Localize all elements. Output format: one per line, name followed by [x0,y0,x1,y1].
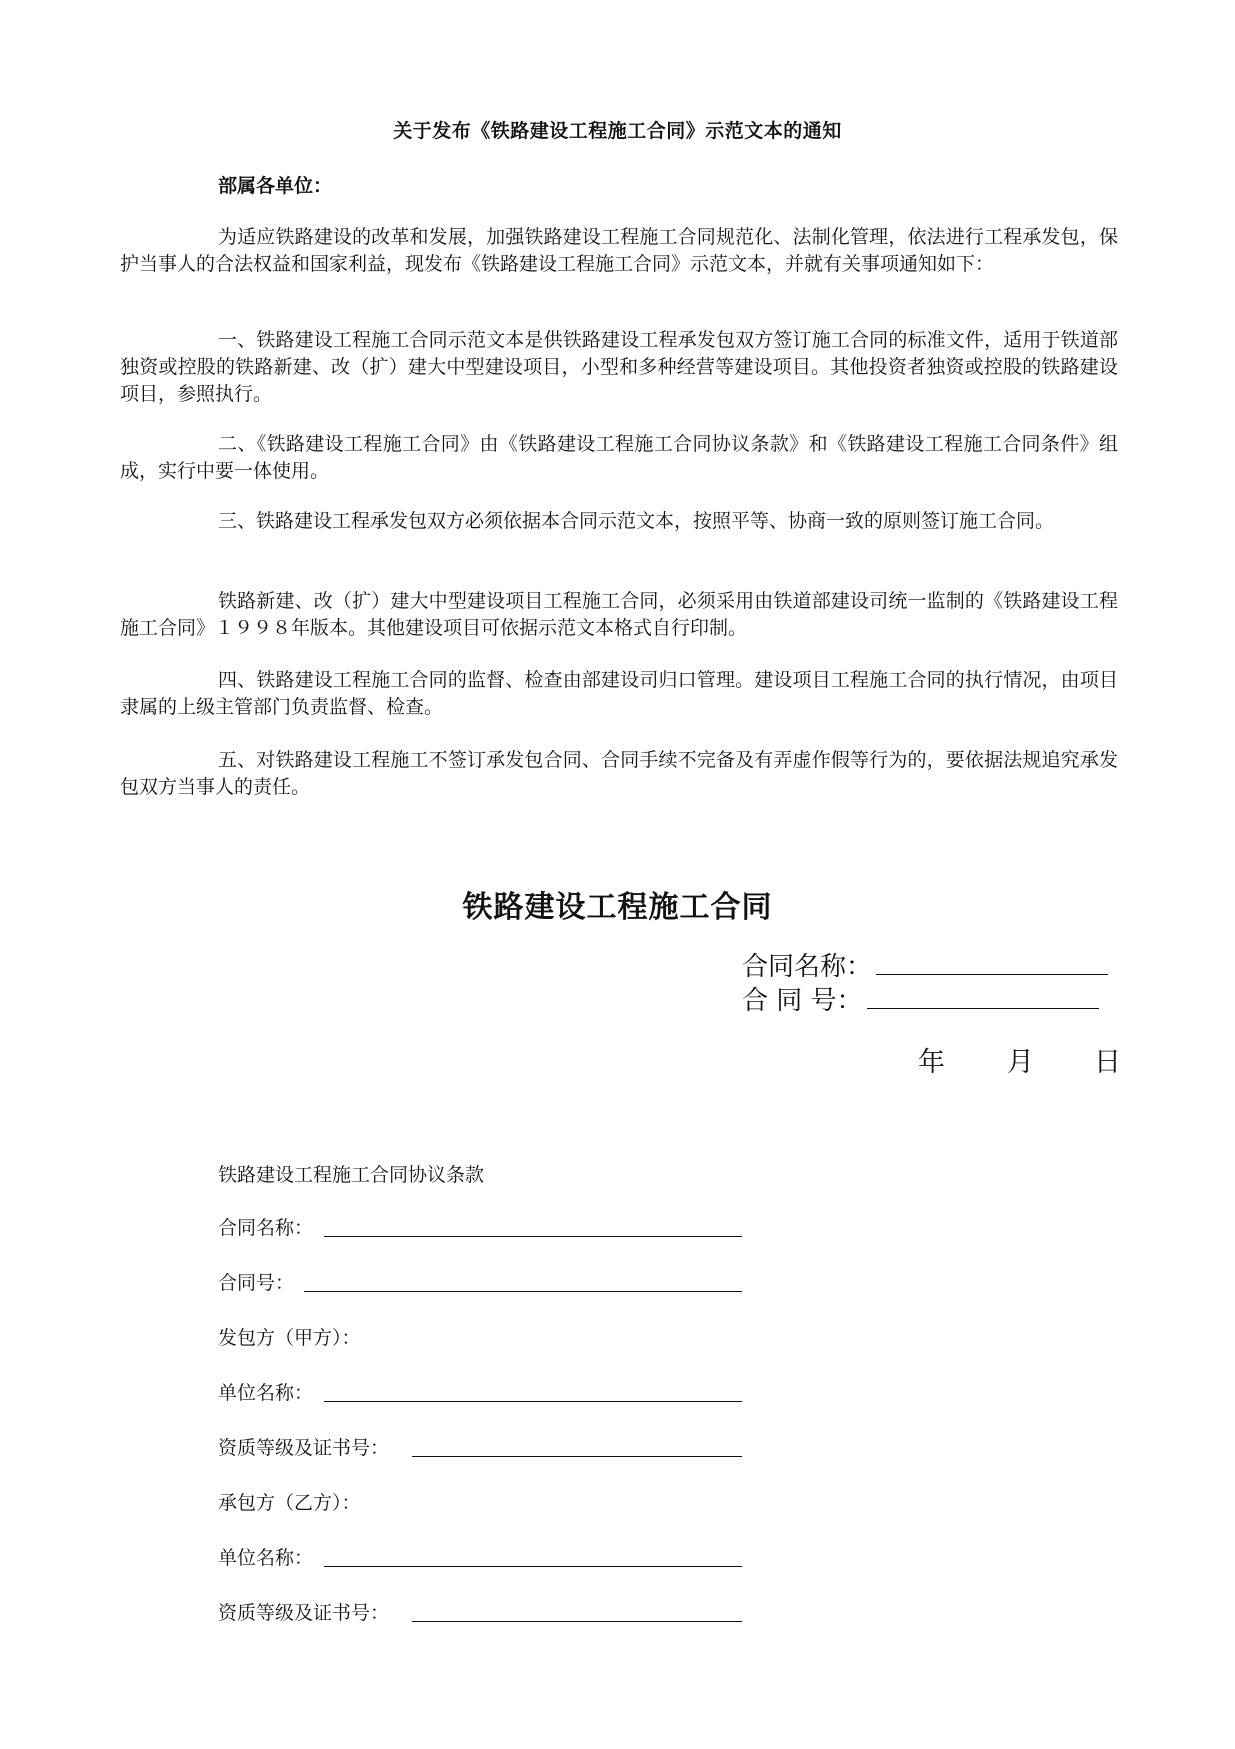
field-label: 单位名称： [218,1547,314,1569]
contract-title: 铁路建设工程施工合同 [462,890,773,925]
contract-number-label: 合 同 号： [742,986,863,1016]
contract-number-blank[interactable] [867,988,1099,1009]
notice-paragraph-3b: 铁路新建、改（扩）建大中型建设项目工程施工合同，必须采用由铁道部建设司统一监制的《铁路建设工程施工合同》１９９８年版本。其他建设项目可依据示范文本格式自行印制。 [120,590,1118,639]
field-underline[interactable] [304,1268,742,1292]
contract-number-line [742,980,1099,1017]
field-label: 合同号： [218,1272,295,1294]
field-underline[interactable] [324,1213,742,1237]
field-label: 资质等级及证书号： [218,1437,390,1459]
notice-paragraph-1: 一、铁路建设工程施工合同示范文本是供铁路建设工程承发包双方签订施工合同的标准文件，适用于铁道部独资或控股的铁路新建、改（扩）建大中型建设项目，小型和多种经营等建设项目。其他投资者独资或控股的铁路建设项目，参照执行。 [120,329,1118,405]
date-month: 月 [1007,1047,1034,1078]
notice-paragraph-5: 五、对铁路建设工程施工不签订承发包合同、合同手续不完备及有弄虚作假等行为的，要依据法规追究承发包双方当事人的责任。 [120,749,1118,798]
field-employer-qualification [218,1433,389,1459]
field-employer-unit-name [218,1378,313,1404]
notice-paragraph-2: 二、《铁路建设工程施工合同》由《铁路建设工程施工合同协议条款》和《铁路建设工程施工合同条件》组成，实行中要一体使用。 [120,433,1118,482]
contract-name-blank[interactable] [876,954,1108,975]
salutation: 部属各单位： [218,175,333,197]
notice-paragraph-3: 三、铁路建设工程承发包双方必须依据本合同示范文本，按照平等、协商一致的原则签订施工合同。 [218,510,1055,532]
agreement-heading: 铁路建设工程施工合同协议条款 [218,1164,485,1186]
field-underline[interactable] [324,1543,742,1567]
date-day: 日 [1094,1047,1121,1078]
notice-title: 关于发布《铁路建设工程施工合同》示范文本的通知 [393,120,842,142]
field-contract-number [218,1268,294,1294]
field-employer [218,1323,361,1349]
field-contractor-qualification [218,1598,389,1624]
notice-paragraph-4: 四、铁路建设工程施工合同的监督、检查由部建设司归口管理。建设项目工程施工合同的执行情况，由项目隶属的上级主管部门负责监督、检查。 [120,669,1118,718]
field-label: 单位名称： [218,1382,314,1404]
field-label: 资质等级及证书号： [218,1602,390,1624]
field-underline[interactable] [412,1598,742,1622]
field-label: 发包方（甲方）： [218,1327,361,1349]
contract-name-label: 合同名称： [742,952,873,982]
contract-name-line [742,946,1108,983]
field-contractor [218,1488,361,1514]
field-label: 承包方（乙方）： [218,1492,361,1514]
field-label: 合同名称： [218,1217,314,1239]
field-underline[interactable] [324,1378,742,1402]
date-year: 年 [918,1047,945,1078]
notice-paragraph-intro: 为适应铁路建设的改革和发展，加强铁路建设工程施工合同规范化、法制化管理，依法进行工程承发包，保护当事人的合法权益和国家利益，现发布《铁路建设工程施工合同》示范文本，并就有关事项通知如下： [120,226,1118,275]
field-underline[interactable] [412,1433,742,1457]
field-contractor-unit-name [218,1543,313,1569]
field-contract-name [218,1213,313,1239]
